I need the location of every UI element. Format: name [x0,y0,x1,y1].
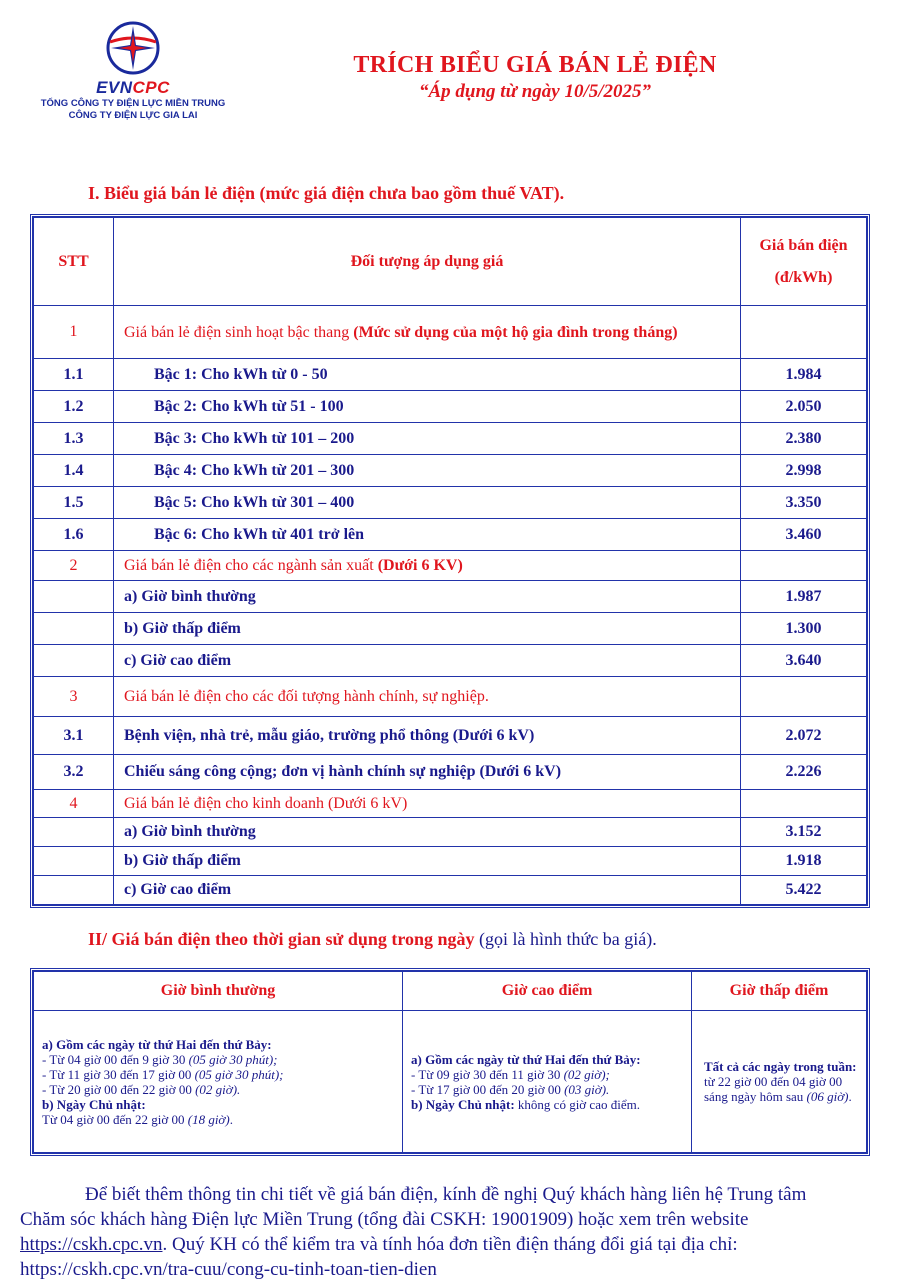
evn-star-icon [105,20,161,76]
peak-hours-cell: a) Gồm các ngày từ thứ Hai đến thứ Bảy: - Từ 09 giờ 30 đến 11 giờ 30 (02 giờ); - Từ 17 giờ 00 đến 20 giờ 00 (03 giờ). b) Ngày Chủ nhật: không có giờ cao điểm. [403,1011,692,1153]
table-row: c) Giờ cao điểm 3.640 [34,645,867,677]
table-row: 4 Giá bán lẻ điện cho kinh doanh (Dưới 6 kV) [34,790,867,818]
section-1-heading: I. Biểu giá bán lẻ điện (mức giá điện chưa bao gồm thuế VAT). [88,183,565,203]
table-header-row [34,972,867,1011]
table-row: 1.5 Bậc 5: Cho kWh từ 301 – 400 3.350 [34,487,867,519]
table-header-row [34,218,867,306]
table-row: 1.4 Bậc 4: Cho kWh từ 201 – 300 2.998 [34,455,867,487]
cskh-link[interactable]: https://cskh.cpc.vn [20,1234,163,1255]
time-of-use-table [30,968,870,1156]
brand-name: EVNCPC [96,78,170,97]
table-row: 2 Giá bán lẻ điện cho các ngành sản xuất (Dưới 6 KV) [34,551,867,581]
org-line-1: TỔNG CÔNG TY ĐIỆN LỰC MIỀN TRUNG [40,98,226,109]
col-peak: Giờ cao điểm [403,972,692,1011]
table-row: 1.1 Bậc 1: Cho kWh từ 0 - 50 1.984 [34,359,867,391]
table-row: 3 Giá bán lẻ điện cho các đối tượng hành chính, sự nghiệp. [34,677,867,717]
col-object: Đối tượng áp dụng giá [114,218,741,306]
table-row: b) Giờ thấp điểm 1.918 [34,847,867,876]
org-line-2: CÔNG TY ĐIỆN LỰC GIA LAI [68,110,198,121]
col-stt: STT [34,218,114,306]
title-date: “Áp dụng từ ngày 10/5/2025” [418,81,652,102]
table-row: 3.1 Bệnh viện, nhà trẻ, mẫu giáo, trường phổ thông (Dưới 6 kV) 2.072 [34,717,867,755]
title-main: TRÍCH BIỂU GIÁ BÁN LẺ ĐIỆN [353,52,717,78]
section-2-heading: II/ Giá bán điện theo thời gian sử dụng trong ngày (gọi là hình thức ba giá). [88,929,657,949]
col-price: Giá bán điện (đ/kWh) [741,218,867,306]
normal-hours-cell: a) Gồm các ngày từ thứ Hai đến thứ Bảy: - Từ 04 giờ 00 đến 9 giờ 30 (05 giờ 30 phút); - Từ 11 giờ 30 đến 17 giờ 00 (05 giờ 30 phút); - Từ 20 giờ 00 đến 22 giờ 00 (02 giờ). b) Ngày Chủ nhật: Từ 04 giờ 00 đến 22 giờ 00 (18 giờ). [34,1011,403,1153]
table-row [34,1011,867,1153]
page-title [250,52,820,103]
offpeak-hours-cell: Tất cả các ngày trong tuần: từ 22 giờ 00 đến 04 giờ 00 sáng ngày hôm sau (06 giờ). [692,1011,867,1153]
table-row: a) Giờ bình thường 1.987 [34,581,867,613]
table-row: 3.2 Chiếu sáng công cộng; đơn vị hành chính sự nghiệp (Dưới 6 kV) 2.226 [34,755,867,790]
footer-note: Để biết thêm thông tin chi tiết về giá bán điện, kính đề nghị Quý khách hàng liên hệ Trung tâm Chăm sóc khách hàng Điện lực Miền Trung (tổng đài CSKH: 19001909) hoặc xem trên website https://cskh.cpc.vn. Quý KH có thể kiểm tra và tính hóa đơn tiền điện tháng đổi giá tại địa chỉ: https://cskh.cpc.vn/tra-cuu/cong-cu-tinh-toan-tien-dien [20,1184,807,1280]
table-row: c) Giờ cao điểm 5.422 [34,876,867,905]
table-row: 1.3 Bậc 3: Cho kWh từ 101 – 200 2.380 [34,423,867,455]
col-offpeak: Giờ thấp điểm [692,972,867,1011]
logo [28,20,238,122]
table-row: 1.2 Bậc 2: Cho kWh từ 51 - 100 2.050 [34,391,867,423]
table-row: b) Giờ thấp điểm 1.300 [34,613,867,645]
table-row: 1 Giá bán lẻ điện sinh hoạt bậc thang (Mức sử dụng của một hộ gia đình trong tháng) [34,306,867,359]
price-table [30,214,870,908]
table-row: 1.6 Bậc 6: Cho kWh từ 401 trở lên 3.460 [34,519,867,551]
col-normal: Giờ bình thường [34,972,403,1011]
table-row: a) Giờ bình thường 3.152 [34,818,867,847]
